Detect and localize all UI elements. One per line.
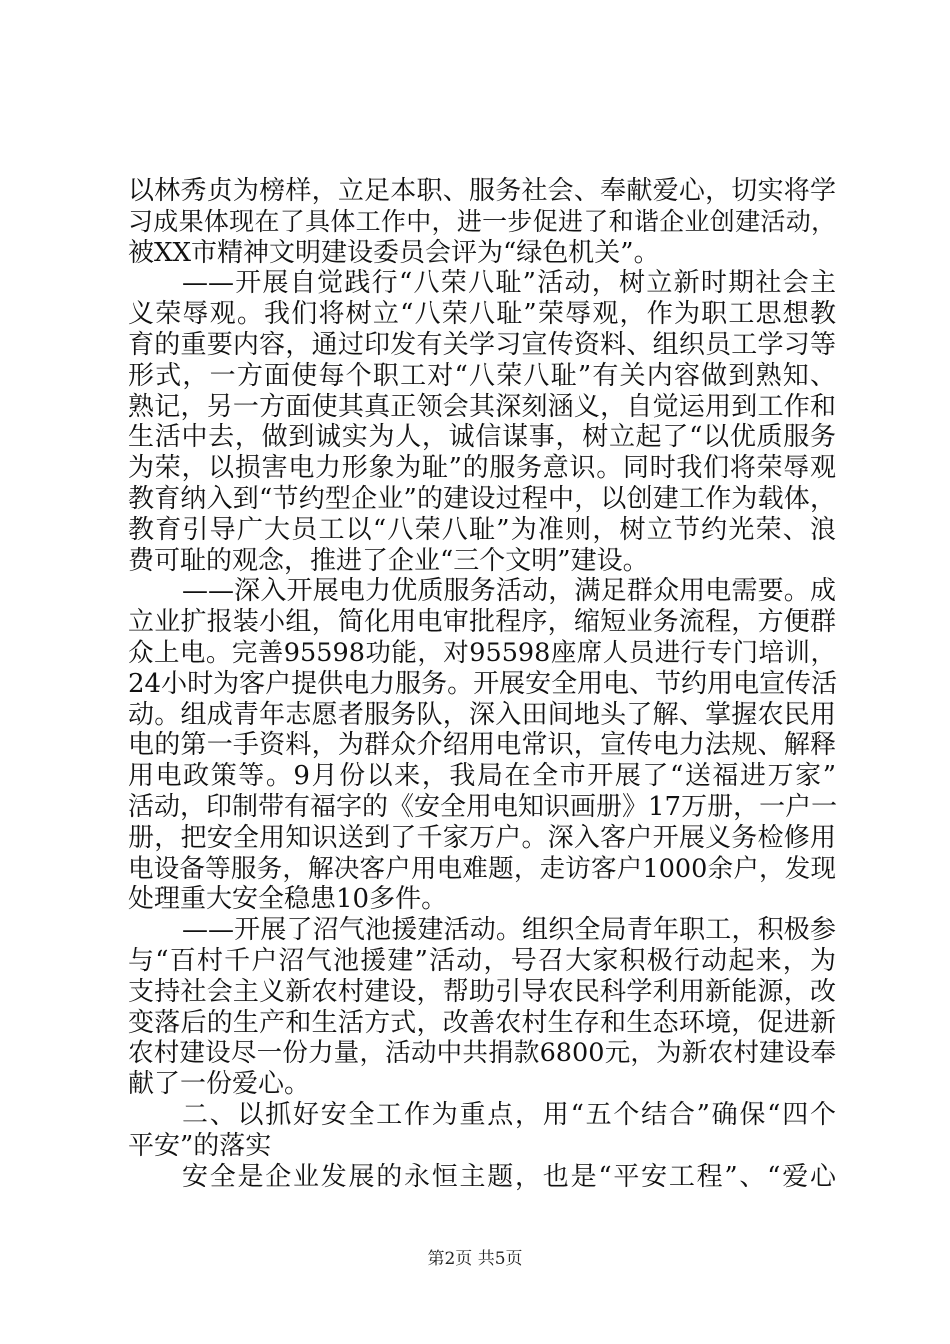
text-line: 电设备等服务，解决客户用电难题，走访客户1000余户，发现 xyxy=(128,853,836,884)
text-line: ——开展了沼气池援建活动。组织全局青年职工，积极参 xyxy=(182,915,836,946)
text-line: 动。组成青年志愿者服务队，深入田间地头了解、掌握农民用 xyxy=(128,699,836,730)
text-line: 二、以抓好安全工作为重点，用“五个结合”确保“四个 xyxy=(182,1099,836,1130)
page-footer: 第2页 共5页 xyxy=(427,1249,523,1269)
text-line: 熟记，另一方面使其真正领会其深刻涵义，自觉运用到工作和 xyxy=(128,391,836,422)
text-line: 费可耻的观念，推进了企业“三个文明”建设。 xyxy=(128,545,649,576)
text-line: 教育引导广大员工以“八荣八耻”为准则，树立节约光荣、浪 xyxy=(128,514,836,545)
text-line: 形式，一方面使每个职工对“八荣八耻”有关内容做到熟知、 xyxy=(128,360,836,391)
text-line: 活动，印制带有福字的《安全用电知识画册》17万册，一户一 xyxy=(128,791,838,822)
text-line: 24小时为客户提供电力服务。开展安全用电、节约用电宣传活 xyxy=(128,668,838,699)
text-line: 献了一份爱心。 xyxy=(128,1069,311,1100)
text-line: 教育纳入到“节约型企业”的建设过程中，以创建工作为载体， xyxy=(128,483,836,514)
text-line: 平安”的落实 xyxy=(128,1130,272,1161)
text-line: 以林秀贞为榜样，立足本职、服务社会、奉献爱心，切实将学 xyxy=(128,176,836,206)
text-line: 处理重大安全稳患10多件。 xyxy=(128,884,448,915)
text-line: 电的第一手资料，为群众介绍用电常识，宣传电力法规、解释 xyxy=(128,730,836,761)
text-line: ——深入开展电力优质服务活动，满足群众用电需要。成 xyxy=(182,576,836,607)
text-line: 义荣辱观。我们将树立“八荣八耻”荣辱观，作为职工思想教 xyxy=(128,299,836,330)
document-body xyxy=(128,176,836,1192)
text-line: 为荣，以损害电力形象为耻”的服务意识。同时我们将荣辱观 xyxy=(128,453,836,484)
text-line: 习成果体现在了具体工作中，进一步促进了和谐企业创建活动， xyxy=(128,206,836,236)
text-line: 变落后的生产和生活方式，改善农村生存和生态环境，促进新 xyxy=(128,1007,836,1038)
text-line: 农村建设尽一份力量，活动中共捐款6800元，为新农村建设奉 xyxy=(128,1038,836,1069)
text-line: 安全是企业发展的永恒主题，也是“平安工程”、“爱心 xyxy=(182,1161,836,1192)
text-line: 册，把安全用知识送到了千家万户。深入客户开展义务检修用 xyxy=(128,822,836,853)
text-line: ——开展自觉践行“八荣八耻”活动，树立新时期社会主 xyxy=(182,268,836,299)
text-line: 众上电。完善95598功能，对95598座席人员进行专门培训， xyxy=(128,637,836,668)
text-line: 支持社会主义新农村建设，帮助引导农民科学利用新能源，改 xyxy=(128,976,836,1007)
text-line: 立业扩报装小组，简化用电审批程序，缩短业务流程，方便群 xyxy=(128,607,836,638)
text-line: 生活中去，做到诚实为人，诚信谋事，树立起了“以优质服务 xyxy=(128,422,836,453)
text-line: 与“百村千户沼气池援建”活动，号召大家积极行动起来，为 xyxy=(128,945,836,976)
text-line: 被XX市精神文明建设委员会评为“绿色机关”。 xyxy=(128,237,660,268)
text-line: 育的重要内容，通过印发有关学习宣传资料、组织员工学习等 xyxy=(128,329,836,360)
text-line: 用电政策等。9月份以来，我局在全市开展了“送福进万家” xyxy=(128,761,836,792)
